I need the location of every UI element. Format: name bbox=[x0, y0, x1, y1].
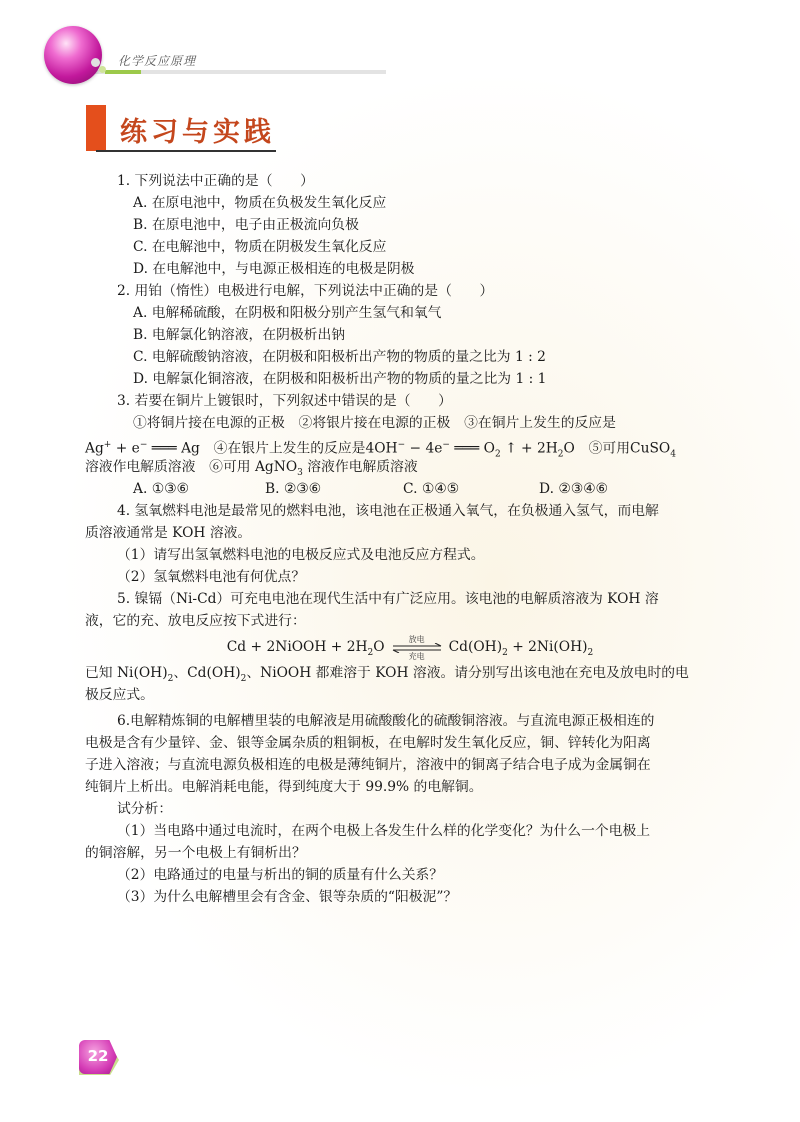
question-1-option-b: B. 在原电池中，电子由正极流向负极 bbox=[133, 217, 359, 233]
section-title-underline bbox=[96, 150, 276, 152]
question-3-line-2: Ag+ + e− ═══ Ag ④在银片上发生的反应是4OH− − 4e− ═══ $O_2$ ↑ + $2H_2O$ ⑤可用CuSO$_4$ bbox=[85, 440, 676, 460]
question-6-prompt: 试分析： bbox=[117, 801, 173, 817]
question-6-sub-1a: （1）当电路中通过电流时，在两个电极上各发生什么样的化学变化？为什么一个电极上 bbox=[117, 823, 651, 839]
question-1-option-a: A. 在原电池中，物质在负极发生氧化反应 bbox=[133, 195, 387, 211]
arrow-label-discharge: 放电 bbox=[408, 634, 425, 644]
q3-line-3-end: 溶液作电解质溶液 bbox=[302, 459, 418, 475]
section-title: 练习与实践 bbox=[120, 117, 275, 148]
nicd-reaction-equation: Cd + 2NiOOH + $2H_2O$ 放电 充电 $Cd(OH)_2 + 2Ni(OH)_2$ bbox=[226, 634, 594, 661]
question-3-option-b: B. ②③⑥ bbox=[265, 481, 322, 497]
question-5-line-4: 极反应式。 bbox=[85, 687, 154, 703]
question-3-options bbox=[85, 478, 725, 500]
question-5-line-2: 液，它的充、放电反应按下式进行： bbox=[85, 613, 306, 629]
question-4-sub-1: （1）请写出氢氧燃料电池的电极反应式及电池反应方程式。 bbox=[117, 547, 485, 563]
question-5-line-1: 5. 镍镉（Ni-Cd）可充电电池在现代生活中有广泛应用。该电池的电解质溶液为 KOH 溶 bbox=[117, 591, 659, 607]
question-6-line-3: 子进入溶液；与直流电源负极相连的电极是薄纯铜片，溶液中的铜离子结合电子成为金属铜在 bbox=[85, 757, 651, 773]
question-6-line-4: 纯铜片上析出。电解消耗电能，得到纯度大于 99.9% 的电解铜。 bbox=[85, 779, 483, 795]
logo-dot-icon bbox=[91, 58, 100, 67]
q5-known-cdoh2: 、Cd(OH) bbox=[173, 665, 241, 681]
question-2-option-d: D. 电解氯化铜溶液，在阴极和阳极析出产物的物质的量之比为 1 : 1 bbox=[133, 371, 547, 387]
page-number: 22 bbox=[87, 1047, 109, 1065]
exercise-content bbox=[85, 170, 725, 908]
question-5-known: 已知 $Ni(OH)_2$、$Cd(OH)_2$、NiOOH 都难溶于 KOH 溶液。请分别写出该电池在充电及放电时的电 bbox=[85, 665, 689, 684]
q3-reaction-4: ═══ Ag ④在银片上发生的反应是4OH bbox=[147, 440, 398, 457]
q5-known-rest: 、NiOOH 都难溶于 KOH 溶液。请分别写出该电池在充电及放电时的电 bbox=[246, 665, 689, 681]
section-title-marker bbox=[86, 105, 106, 151]
question-6-sub-2: （2）电路通过的电量与析出的铜的质量有什么关系？ bbox=[117, 867, 444, 883]
reversible-arrow bbox=[391, 636, 443, 660]
question-4-line-2: 质溶液通常是 KOH 溶液。 bbox=[85, 525, 252, 541]
question-2-stem: 2. 用铂（惰性）电极进行电解，下列说法中正确的是（ ） bbox=[117, 283, 494, 299]
q3-oxygen: ═══ O bbox=[449, 440, 495, 457]
question-3-option-a: A. ①③⑥ bbox=[133, 481, 189, 497]
question-2-option-b: B. 电解氯化钠溶液，在阴极析出钠 bbox=[133, 327, 346, 343]
q5-known-nioh2: 已知 Ni(OH) bbox=[85, 665, 168, 681]
question-3-line-3: 溶液作电解质溶液 ⑥可用 AgNO$_3$ 溶液作电解质溶液 bbox=[85, 459, 418, 478]
question-3-line-1: ①将铜片接在电源的正极 ②将银片接在电源的正极 ③在铜片上发生的反应是 bbox=[133, 415, 616, 431]
header-rule-accent bbox=[105, 70, 141, 74]
question-4-sub-2: （2）氢氧燃料电池有何优点？ bbox=[117, 569, 306, 585]
magenta-sphere-logo-icon bbox=[44, 26, 102, 84]
question-2-option-a: A. 电解稀硫酸，在阴极和阳极分别产生氢气和氧气 bbox=[133, 305, 442, 321]
q3-water: ↑ + 2H bbox=[500, 440, 558, 457]
question-6-sub-3: （3）为什么电解槽里会有含金、银等杂质的“阳极泥”？ bbox=[117, 889, 458, 905]
question-1-option-c: C. 在电解池中，物质在阴极发生氧化反应 bbox=[133, 239, 387, 255]
arrow-label-charge: 充电 bbox=[408, 651, 425, 661]
question-6-sub-1b: 的铜溶解，另一个电极上有铜析出？ bbox=[85, 845, 306, 861]
question-2-option-c: C. 电解硫酸钠溶液，在阴极和阳极析出产物的物质的量之比为 1 : 2 bbox=[133, 349, 546, 365]
q3-agno3: 溶液作电解质溶液 ⑥可用 AgNO bbox=[85, 459, 298, 475]
equation-right: Cd(OH) bbox=[448, 639, 503, 655]
equation-left-end: O bbox=[373, 639, 385, 655]
logo-dot-green-icon bbox=[99, 66, 106, 73]
question-6-line-2: 电极是含有少量锌、金、银等金属杂质的粗铜板，在电解时发生氧化反应，铜、锌转化为阳离 bbox=[85, 735, 651, 751]
q3-cuso4: O ⑤可用CuSO bbox=[563, 440, 671, 457]
reversible-arrow-icon bbox=[391, 643, 443, 653]
q3-ag-ion: Ag bbox=[85, 440, 104, 457]
equation-right-end: + 2Ni(OH) bbox=[507, 639, 588, 655]
question-4-line-1: 4. 氢氧燃料电池是最常见的燃料电池，该电池在正极通入氧气，在负极通入氢气，而电解 bbox=[117, 503, 659, 519]
book-title: 化学反应原理 bbox=[118, 54, 197, 68]
question-1-stem: 1. 下列说法中正确的是（ ） bbox=[117, 173, 314, 189]
question-1-option-d: D. 在电解池中，与电源正极相连的电极是阴极 bbox=[133, 261, 415, 277]
question-3-option-d: D. ②③④⑥ bbox=[539, 481, 608, 497]
question-6-line-1: 6.电解精炼铜的电解槽里装的电解液是用硫酸酸化的硫酸铜溶液。与直流电源正极相连的 bbox=[117, 713, 655, 729]
q3-electron-loss: − 4e bbox=[405, 440, 443, 457]
question-3-option-c: C. ①④⑤ bbox=[403, 481, 459, 497]
q3-electron: + e bbox=[111, 440, 140, 457]
question-3-stem: 3. 若要在铜片上镀银时，下列叙述中错误的是（ ） bbox=[117, 393, 452, 409]
equation-left: Cd + 2NiOOH + 2H bbox=[226, 639, 368, 655]
